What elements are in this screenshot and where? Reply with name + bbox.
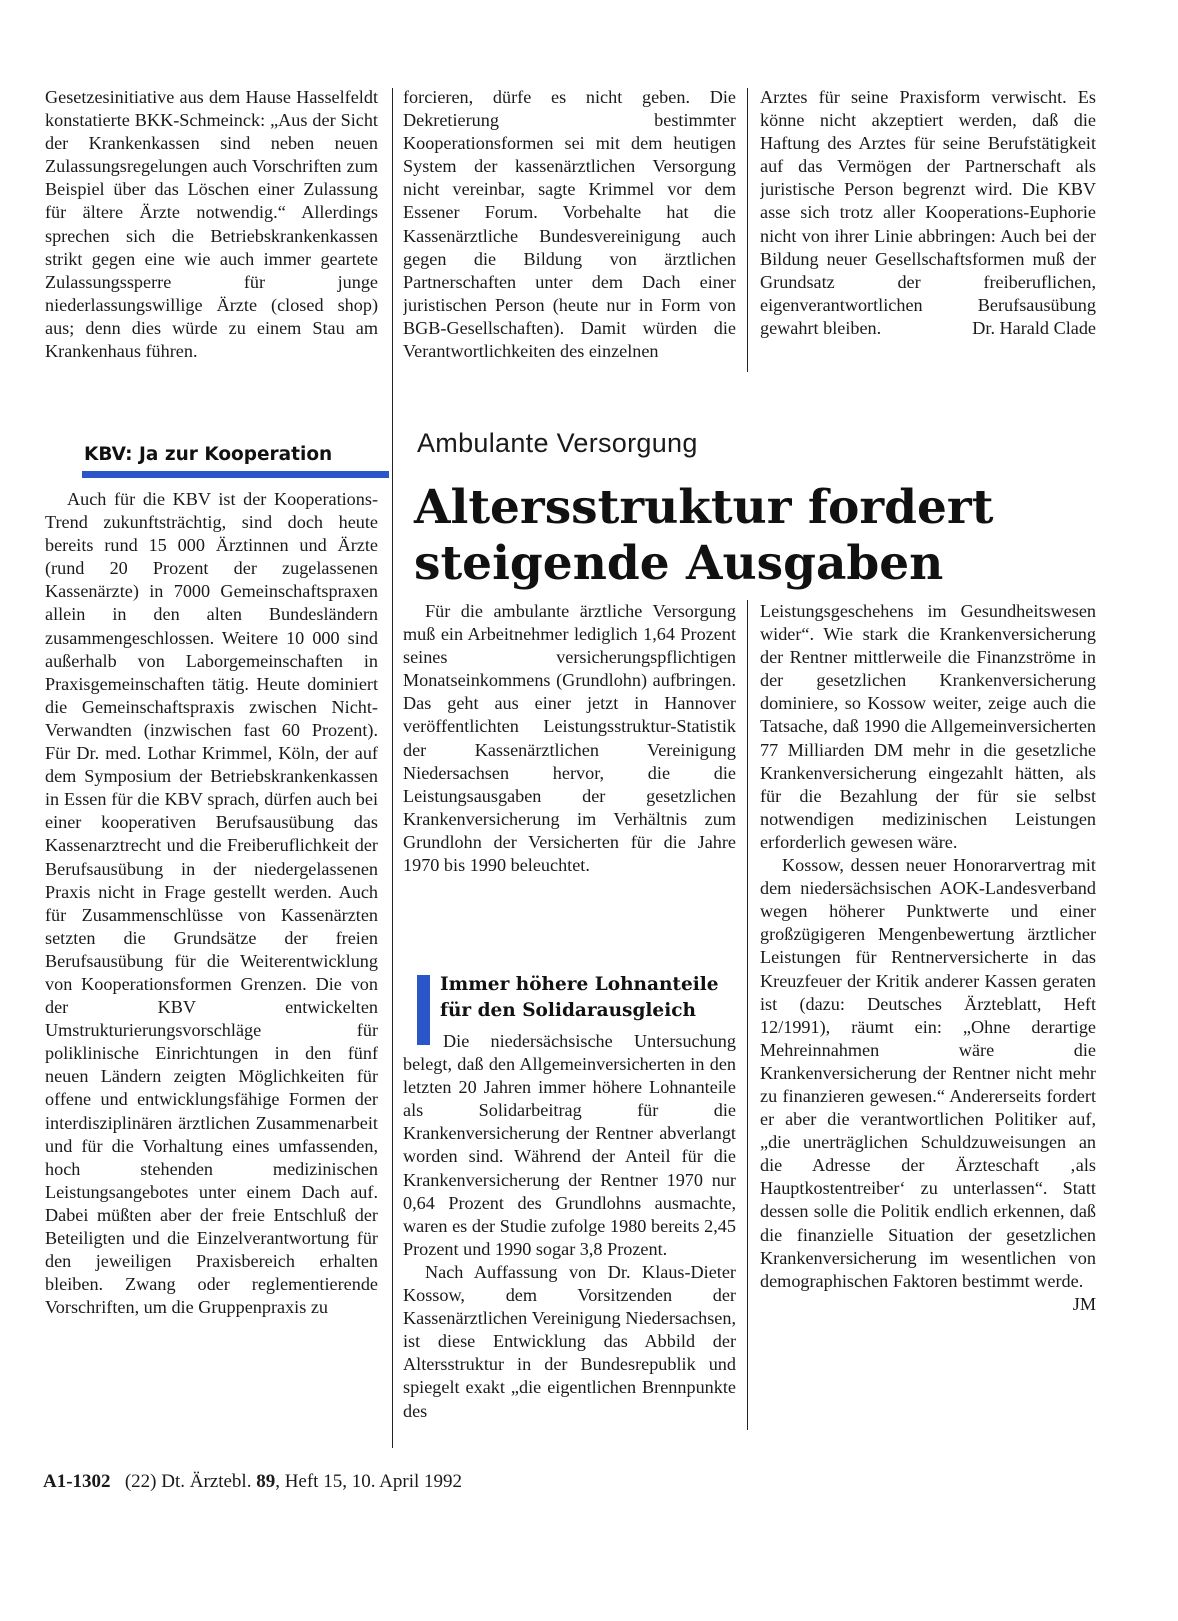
right-top-paragraph	[760, 86, 1096, 340]
middle-column-body	[403, 1030, 736, 1430]
right-column-article	[760, 600, 1096, 1432]
subheading-underline-bar	[82, 471, 389, 478]
right-top-text: Arztes für seine Praxisform verwischt. Es könne nicht akzeptiert werden, daß die Haftung des Arztes für seine Berufstätigkeit auf das Vermögen der Partnerschaft als juristische Person begrenzt wird. Die KBV asse sich trotz aller Kooperations-Euphorie nicht von ihrer Linie abbringen: Auch bei der Bildung neuer Gesellschaftsformen muß der Grundsatz der freiberuflichen, eigenverantwortlichen Berufsausübung gewahrt bleiben.	[760, 87, 1096, 338]
page-footer	[43, 1470, 462, 1494]
article-right-paragraph-2	[760, 854, 1096, 1314]
column-rule-left	[392, 88, 393, 1448]
article-kicker: Ambulante Versorgung	[417, 428, 698, 458]
headline-line-2: steigende Ausgaben	[414, 536, 944, 591]
article-right-paragraph-1: Leistungsgeschehens im Gesundheitswesen wider“. Wie stark die Krankenversicherung der Rentner mittlerweile die Finanzströme in der gesetzlichen Krankenversicherung dominiere, so Kossow weiter, zeige auch die Tatsache, daß 1990 die Allgemeinversicherten 77 Milliarden DM mehr in die gesetzliche Krankenversicherung eingezahlt hätten, als für die Bezahlung der für sie selbst notwendigen medizinischen Leistungen erforderlich gewesen wäre.	[760, 601, 1096, 852]
citation-prefix: (22) Dt. Ärztebl.	[124, 1471, 252, 1492]
citation-volume: 89	[256, 1471, 276, 1492]
subheading-kbv: KBV: Ja zur Kooperation	[84, 444, 333, 465]
subheading-line-2: für den Solidarausgleich	[440, 1000, 696, 1021]
article-right-paragraph-2-text: Kossow, dessen neuer Honorarvertrag mit dem niedersächsischen AOK-Landesverband wegen höherer Punktwerte und einer großzügigeren Mengenbewertung ärztlicher Leistungen für Rentnerversicherte in das Kreuzfeuer der Kritik anderer Kassen geraten ist (dazu: Deutsches Ärzteblatt, Heft 12/1991), räumt ein: „Ohne derartige Mehreinnahmen wäre die Krankenversicherung der Rentner nicht mehr zu finanzieren gewesen.“ Andererseits fordert er aber die verantwortlichen Politiker auf, „die unerträglichen Schuldzuweisungen an die Adresse der Ärzteschaft ‚als Hauptkostentreiber‘ zu unterlassen“. Statt dessen solle die Politik endlich erkennen, daß die finanzielle Situation der gesetzlichen Krankenversicherung im wesentlichen von demographischen Faktoren bestimmt werde.	[760, 855, 1096, 1291]
left-top-paragraph: Gesetzesinitiative aus dem Hause Hasselfeldt konstatierte BKK-Schmeinck: „Aus der Sicht der Krankenkassen sind neben neuen Zulassungsregelungen auch Vorschriften zum Beispiel über das Löschen einer Zulassung für ältere Ärzte notwendig.“ Allerdings sprechen sich die Betriebskrankenkassen strikt gegen eine wie auch immer geartete Zulassungssperre für junge niederlassungswillige Ärzte (closed shop) aus; denn dies würde zu einem Stau am Krankenhaus führen.	[45, 87, 378, 362]
middle-column-intro	[403, 600, 736, 900]
headline-line-1: Altersstruktur fordert	[414, 480, 994, 535]
left-column-body	[45, 488, 378, 1446]
middle-top-paragraph: forcieren, dürfe es nicht geben. Die Dekretierung bestimmter Kooperationsformen sei mit dem heutigen System der kassenärztlichen Versorgung nicht vereinbar, sagte Krimmel vor dem Essener Forum. Vorbehalte hat die Kassenärztliche Bundesvereinigung auch gegen die Bildung von ärztlichen Partnerschaften unter dem Dach einer juristischen Person (heute nur in Form von BGB-Gesellschaften). Damit würden die Verantwortlichkeiten des einzelnen	[403, 87, 736, 362]
subheading-line-1: Immer höhere Lohnanteile	[440, 974, 719, 995]
right-column-top	[760, 86, 1096, 378]
left-body-paragraph: Auch für die KBV ist der Kooperations-Trend zukunftsträchtig, sind doch heute bereits rund 15 000 Ärztinnen und Ärzte (rund 20 Prozent der zugelassenen Kassenärzte) in 7000 Gemeinschaftspraxen allein in den alten Bundesländern zusammengeschlossen. Weitere 10 000 sind außerhalb von Laborgemeinschaften in Praxisgemeinschaften tätig. Heute dominiert die Gemeinschaftspraxis zwischen Nicht-Verwandten (inzwischen fast 60 Prozent). Für Dr. med. Lothar Krimmel, Köln, der auf dem Symposium der Betriebskrankenkassen in Essen für die KBV sprach, dürfen auch bei einer kooperativen Berufsausübung das Kassenarztrecht und die Freiberuflichkeit der Berufsausübung in der niedergelassenen Praxis nicht in Frage gestellt werden. Auch für Zusammenschlüsse von Kassenärzten setzten die Grundsätze der freien Berufsausübung für die Weiterentwicklung von Kooperationsformen Grenzen. Die von der KBV entwickelten Umstrukturierungsvorschläge für poliklinische Einrichtungen in den fünf neuen Ländern zeigten Möglichkeiten für offene und entwicklungsfähige Formen der interdisziplinären ärztlichen Zusammenarbeit und für die Vorhaltung eines umfassenden, hoch stehenden medizinischen Leistungsangebotes unter einem Dach auf. Dabei müßten aber der freie Entschluß der Beteiligten und die Einzelverantwortung für den jeweiligen Praxisbereich erhalten bleiben. Zwang oder reglementierende Vorschriften, um die Gruppenpraxis zu	[45, 489, 378, 1318]
citation-suffix: , Heft 15, 10. April 1992	[275, 1471, 463, 1492]
article-paragraph-2: Die niedersächsische Untersuchung belegt, daß den Allgemeinversicherten in den letzten 20 Jahren immer höhere Lohnanteile als Solidarbeitrag für die Krankenversicherung der Rentner abverlangt worden sind. Während der Anteil für die Krankenversicherung der Rentner 1970 nur 0,64 Prozent des Grundlohns ausmachte, waren es der Studie zufolge 1980 bereits 2,45 Prozent und 1990 sogar 3,8 Prozent.	[403, 1031, 736, 1259]
subheading-lohnanteile	[440, 972, 760, 1024]
article-paragraph-3: Nach Auffassung von Dr. Klaus-Dieter Kossow, dem Vorsitzenden der Kassenärztlichen Vereinigung Niedersachsen, ist diese Entwicklung das Abbild der Altersstruktur in der Bundesrepublik und spiegelt exakt „die eigentlichen Brennpunkte des	[403, 1261, 736, 1421]
author-clade: Dr. Harald Clade	[972, 317, 1096, 338]
article-intro-paragraph: Für die ambulante ärztliche Versorgung muß ein Arbeitnehmer lediglich 1,64 Prozent seines versicherungspflichtigen Monatseinkommens (Grundlohn) aufbringen. Das geht aus einer jetzt in Hannover veröffentlichten Leistungsstruktur-Statistik der Kassenärztlichen Vereinigung Niedersachsen hervor, die die Leistungsausgaben der gesetzlichen Krankenversicherung im Verhältnis zum Grundlohn der Versicherten für die Jahre 1970 bis 1990 beleuchtet.	[403, 601, 736, 876]
column-rule-right-top	[747, 88, 748, 372]
author-jm: JM	[1072, 1293, 1096, 1314]
middle-column-top	[403, 86, 736, 378]
article-headline	[414, 480, 1134, 592]
page-number: A1-1302	[43, 1471, 111, 1492]
left-column-top	[45, 86, 378, 406]
